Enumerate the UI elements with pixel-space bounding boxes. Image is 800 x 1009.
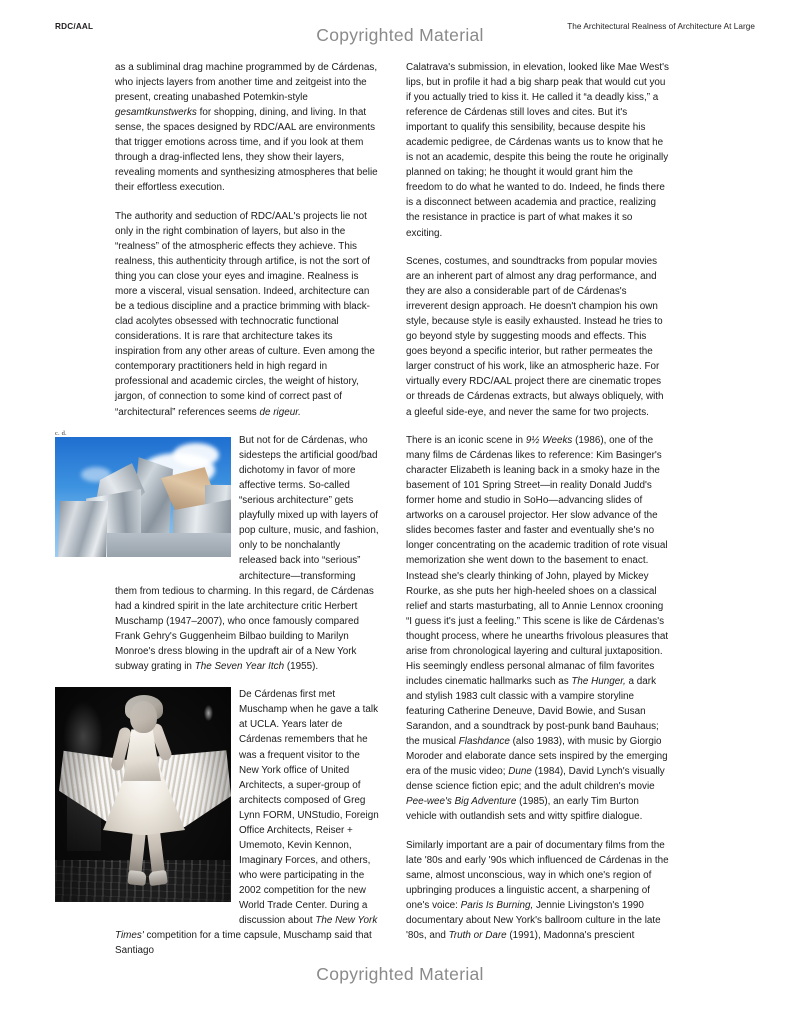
- paragraph-text: But not for de Cárdenas, who sidesteps the artificial good/bad dichotomy in favor of more affective terms. So-called “serious architecture” gets playfully mixed up with layers of pop culture, music, and fashion, only to be nonchalantly released back into “serious” architecture—transforming them from tedious to charming. In this regard, de Cárdenas had a kindred spirit in the late architecture critic Herbert Muschamp (1947–2007), who once famously compared Frank Gehry's Guggenheim Bilbao building to Marilyn Monroe's dress blowing in the updraft air of a New York subway grating in The Seven Year Itch (1955).: [115, 435, 379, 672]
- paragraph: [406, 254, 670, 420]
- paragraph-text: as a subliminal drag machine programmed by de Cárdenas, who injects layers from another time and zeitgeist into the present, creating unabashed Potemkin-style gesamtkunstwerks for shopping, dining, and living. In that sense, the spaces designed by RDC/AAL are environments that trigger emotions across time, and if you look at them through a drag-inflected lens, they show their layers, revealing moments and synthesizing atmospheres that belie their effortless execution.: [115, 62, 378, 194]
- shoe-right: [148, 870, 168, 886]
- paragraph-text: The authority and seduction of RDC/AAL's projects lie not only in the right combination of layers, but also in the “realness” of the atmospheric effects they achieve. This realness, this authenticity through artifice, is not the sort of thing you can close your eyes and imagine. Realness is more a visceral, visual sensation. Indeed, architecture can be a tedious discipline and a practice brimming with black-clad acolytes obsessed with technocratic functional considerations. It is rare that architecture takes its inspiration from any other areas of culture. Even among the contemporary practitioners held in high regard in professional and academic circles, the weight of history, jargon, of connection to some kind of correct past of “architectural” references seems de rigeur.: [115, 210, 375, 418]
- building-volume: [58, 501, 108, 557]
- copyright-watermark-top: Copyrighted Material: [316, 25, 484, 45]
- paragraph: [406, 838, 670, 943]
- copyright-watermark-bottom: Copyrighted Material: [316, 964, 484, 984]
- running-head-left: RDC/AAL: [55, 22, 94, 31]
- running-head-right: The Architectural Realness of Architecture At Large: [567, 22, 755, 31]
- paragraph-text: Similarly important are a pair of documentary films from the late '80s and early '90s which influenced de Cárdenas in the same, almost unconscious, way in which one's region of upbringing produces a linguistic accent, a sharpening of one's voice: Paris Is Burning, Jennie Livingston's 1990 documentary about New York's ballroom culture in the late '80s, and Truth or Dare (1991), Madonna's prescient: [406, 839, 669, 942]
- figure-marilyn-monroe: [55, 687, 231, 902]
- photo-guggenheim-bilbao-image: [55, 437, 231, 557]
- photo-marilyn-monroe-image: [55, 687, 231, 902]
- cloud-shape: [173, 443, 219, 467]
- paragraph-text: De Cárdenas first met Muschamp when he gave a talk at UCLA. Years later de Cárdenas remembers that he was a frequent visitor to the New York office of United Architects, a super-group of architects composed of Greg Lynn FORM, UNStudio, Foreign Office Architects, Reiser + Umemoto, Kevin Kennon, Imaginary Forces, and others, who were participating in the 2002 competition for the new World Trade Center. During a discussion about The New York Times' competition for a time capsule, Muschamp said that Santiago: [115, 689, 379, 957]
- face: [130, 701, 157, 733]
- paragraph: [406, 433, 670, 824]
- paragraph: [406, 60, 670, 241]
- street-lamp: [204, 705, 213, 721]
- paragraph-text: Scenes, costumes, and soundtracks from popular movies are an inherent part of almost any drag performance, and they are also a considerable part of de Cárdenas's irreverent design approach. He doesn't champion his own style, because style is easily exhausted. Instead he tries to go beyond style by suggesting moods and effects. This goes beyond a specific interior, but rather permeates the larger construct of his work, like an atmospheric haze. For virtually every RDC/AAL project there are cinematic tropes or threads de Cárdenas extracts, but always obliquely, with a gleeful side-eye, and never the same for two projects.: [406, 256, 664, 418]
- figure-guggenheim-bilbao: [55, 430, 231, 557]
- paragraph: [115, 60, 379, 195]
- paragraph-text: There is an iconic scene in 9½ Weeks (1986), one of the many films de Cárdenas likes to reference: Kim Basinger's character Elizabeth is leaning back in a smoky haze in the basement of 101 Spring Street—in reality Donald Judd's former home and studio in SoHo—advancing slides of artworks on a carousel projector. Her slow advance of the slides becomes faster and faster and eventually she's no longer concentrating on the academic tradition of rote visual memorization she went down to the basement to enact. Instead she's clearly thinking of John, played by Mickey Rourke, as she puts her high-heeled shoes on a classical relief and starts masturbating, all to Annie Lennox crooning “I guess it's just a feeling.” This scene is like de Cárdenas's thought process, where he unearths frivolous pleasures that arise from chronological layering and cultural juxtaposition. His seemingly endless personal almanac of film favorites includes cinematic hallmarks such as The Hunger, a dark and stylish 1983 cult classic with a vampire storyline featuring Catherine Deneuve, David Bowie, and Susan Sarandon, and a soundtrack by post-punk band Bauhaus; the musical Flashdance (also 1983), with music by Giorgio Moroder and elaborate dance sets inspired by the emerging era of the music video; Dune (1984), David Lynch's visually dense science fiction epic; and the adult children's movie Pee-wee's Big Adventure (1985), an early Tim Burton vehicle with outlandish sets and witty spitfire dialogue.: [406, 435, 669, 823]
- building-volume: [107, 533, 231, 557]
- shoe-left: [127, 870, 146, 886]
- text-column-left: [55, 60, 379, 958]
- text-column-right: [406, 60, 670, 943]
- paragraph: [115, 209, 379, 420]
- figure-caption-cd: c. d.: [55, 430, 67, 438]
- paragraph-text: Calatrava's submission, in elevation, looked like Mae West's lips, but in profile it had a big sharp peak that would cut you if you actually tried to kiss it. He called it “a deadly kiss,” a reference de Cárdenas still loves and cites. But it's important to qualify this sensibility, because despite his academic pedigree, de Cárdenas wants us to know that he is not an academic, despite this being the route he originally planned on taking; he thought it would grant him the freedom to do what he wanted to do. Indeed, he finds there is a disconnect between academia and practice, realizing the resistance in practice is part of what makes it so exciting.: [406, 62, 669, 239]
